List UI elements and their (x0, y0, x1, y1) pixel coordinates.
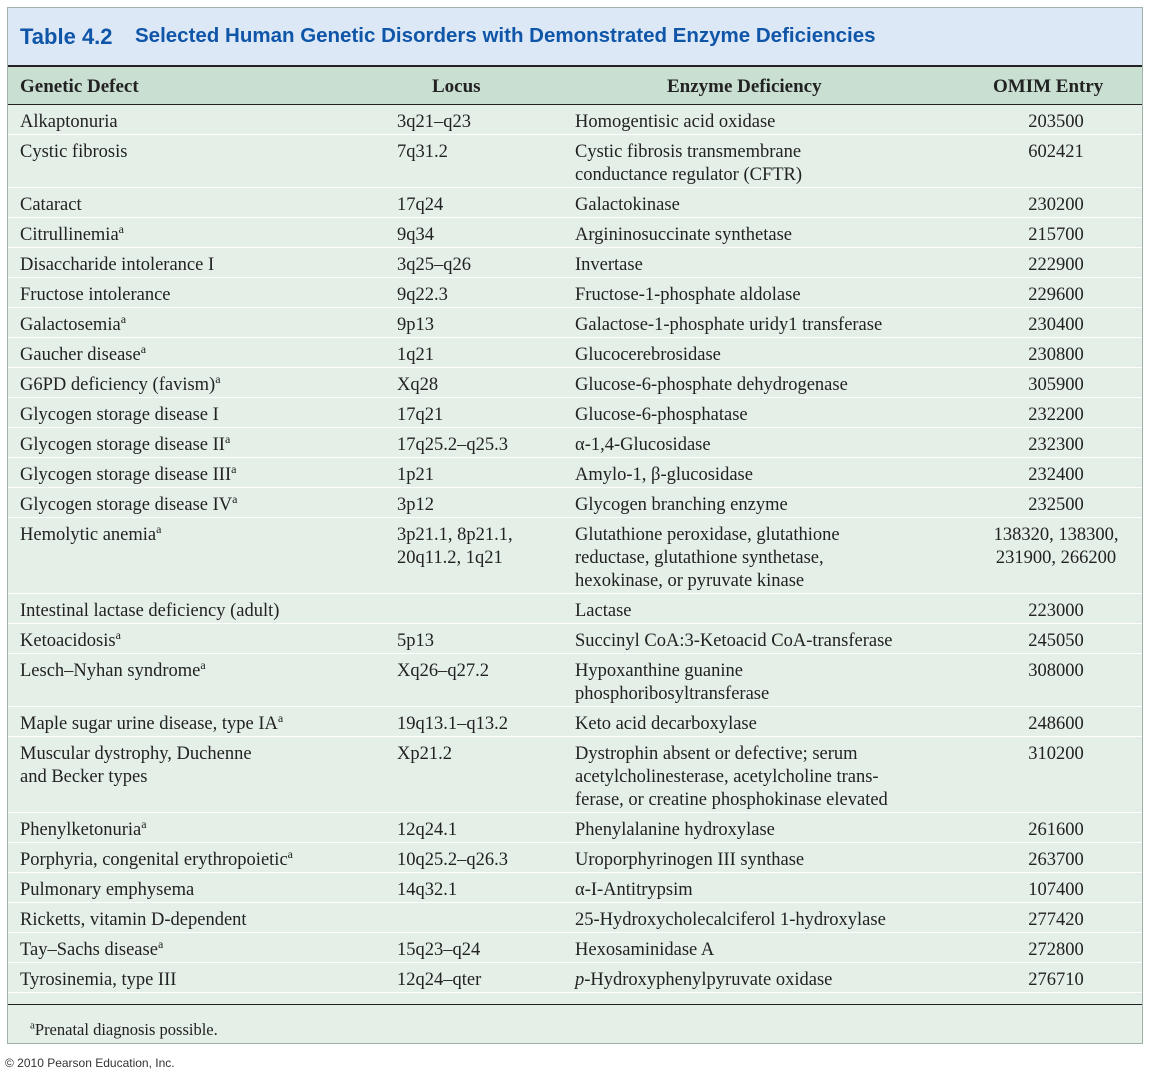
enzyme-deficiency-cell: Homogentisic acid oxidase (575, 112, 776, 132)
genetic-defect-cell: Glycogen storage disease I (20, 405, 219, 425)
genetic-defect-cell: Cystic fibrosis (20, 142, 128, 162)
enzyme-deficiency-cell: Hypoxanthine guanine phosphoribosyltransferase (575, 661, 770, 704)
prenatal-footnote-mark: a (277, 710, 284, 725)
omim-entry-cell: 107400 (1028, 880, 1084, 900)
locus-cell: 1p21 (397, 465, 434, 485)
omim-entry-cell: 277420 (1028, 910, 1084, 930)
table-row (8, 308, 1142, 338)
table-row (8, 188, 1142, 218)
genetic-defect-cell: Citrullinemia$^a$ (20, 221, 124, 245)
locus-cell: 17q25.2–q25.3 (397, 435, 508, 455)
table-row (8, 933, 1142, 963)
table-row (8, 963, 1142, 993)
genetic-defect-cell: Muscular dystrophy, Duchenne and Becker types (20, 744, 252, 787)
genetic-defect-cell: Lesch–Nyhan syndrome$^a$ (20, 657, 206, 681)
table-number: Table 4.2 (20, 24, 113, 49)
genetic-defect-cell: Hemolytic anemia$^a$ (20, 521, 162, 545)
genetic-defect-cell: Galactosemia$^a$ (20, 311, 127, 335)
enzyme-deficiency-cell: Keto acid decarboxylase (575, 714, 757, 734)
table-row (8, 248, 1142, 278)
footnote-mark: a (30, 1019, 35, 1032)
enzyme-deficiency-cell: Dystrophin absent or defective; serum acetylcholinesterase, acetylcholine trans- ferase, or creatine phosphokinase elevated (575, 744, 888, 810)
table-row (8, 278, 1142, 308)
prenatal-footnote-mark: a (156, 521, 162, 536)
omim-entry-cell: 248600 (1028, 714, 1084, 734)
enzyme-deficiency-cell: 25-Hydroxycholecalciferol 1-hydroxylase (575, 910, 886, 930)
enzyme-deficiency-cell: Uroporphyrinogen III synthase (575, 850, 805, 870)
table-row (8, 458, 1142, 488)
genetic-defect-cell: Glycogen storage disease $II^a$ (20, 431, 231, 455)
table-row (8, 594, 1142, 624)
locus-cell: 15q23–q24 (397, 940, 481, 960)
enzyme-deficiency-cell: α-I-Antitrypsim (575, 880, 693, 900)
locus-cell: 10q25.2–q26.3 (397, 850, 508, 870)
genetic-defect-cell: Phenylketonuria$^a$ (20, 816, 147, 840)
column-header-enzyme-deficiency: Enzyme Deficiency (667, 76, 822, 97)
enzyme-deficiency-cell: Galactokinase (575, 195, 680, 215)
enzyme-deficiency-cell: Phenylalanine hydroxylase (575, 820, 775, 840)
genetic-defect-cell: Intestinal lactase deficiency (adult) (20, 601, 280, 621)
locus-cell: 3q21–q23 (397, 112, 471, 132)
enzyme-deficiency-cell: Amylo-1, β-glucosidase (575, 465, 753, 485)
genetic-defect-cell: Disaccharide intolerance I (20, 255, 215, 275)
table-row (8, 218, 1142, 248)
enzyme-deficiency-cell: Galactose-1-phosphate uridy1 transferase (575, 315, 883, 335)
table-row (8, 737, 1142, 813)
locus-cell: 9q34 (397, 225, 434, 245)
enzyme-deficiency-cell: Invertase (575, 255, 643, 275)
locus-cell: 12q24.1 (397, 820, 458, 840)
omim-entry-cell: 230800 (1028, 345, 1084, 365)
omim-entry-cell: 215700 (1028, 225, 1084, 245)
locus-cell: 9q22.3 (397, 285, 448, 305)
table-row (8, 873, 1142, 903)
copyright-notice: © 2010 Pearson Education, Inc. (5, 1056, 175, 1070)
footnote-text (30, 1020, 218, 1040)
locus-cell: 19q13.1–q13.2 (397, 714, 508, 734)
enzyme-deficiency-cell: Hexosaminidase A (575, 940, 715, 960)
locus-cell: 12q24–qter (397, 970, 482, 990)
enzyme-deficiency-cell: Lactase (575, 601, 632, 621)
table-row (8, 518, 1142, 594)
omim-entry-cell: 310200 (1028, 744, 1084, 764)
table-row (8, 398, 1142, 428)
omim-entry-cell: 222900 (1028, 255, 1084, 275)
table-title-bar (8, 8, 1142, 65)
omim-entry-cell: 276710 (1028, 970, 1084, 990)
prenatal-footnote-mark: a (232, 491, 238, 506)
locus-cell: 7q31.2 (397, 142, 448, 162)
omim-entry-cell: 230200 (1028, 195, 1084, 215)
locus-cell: 1q21 (397, 345, 434, 365)
locus-cell: 3p21.1, 8p21.1, 20q11.2, 1q21 (397, 525, 513, 568)
locus-cell: Xp21.2 (397, 744, 452, 764)
prenatal-footnote-mark: a (140, 341, 147, 356)
enzyme-deficiency-cell: Glucocerebrosidase (575, 345, 721, 365)
column-header-row (8, 65, 1142, 105)
locus-cell: 5p13 (397, 631, 434, 651)
prenatal-footnote-mark: a (115, 627, 121, 642)
genetic-defect-cell: Alkaptonuria (20, 112, 118, 132)
prenatal-footnote-mark: a (157, 936, 164, 951)
genetic-defect-cell: Glycogen storage disease $IV^a$ (20, 491, 238, 515)
table-frame (7, 7, 1143, 1044)
enzyme-deficiency-cell: Argininosuccinate synthetase (575, 225, 792, 245)
omim-entry-cell: 229600 (1028, 285, 1084, 305)
omim-entry-cell: 230400 (1028, 315, 1084, 335)
genetic-defect-cell: G6PD deficiency (favism)$^a$ (20, 371, 221, 395)
table-row (8, 135, 1142, 188)
locus-cell: 3q25–q26 (397, 255, 471, 275)
genetic-defect-cell: Fructose intolerance (20, 285, 171, 305)
enzyme-deficiency-cell: Cystic fibrosis transmembrane conductance regulator (CFTR) (575, 142, 803, 185)
genetic-defect-cell: Maple sugar urine disease, type $IA^a$ (20, 710, 284, 734)
enzyme-deficiency-cell: p-Hydroxyphenylpyruvate oxidase (575, 970, 833, 990)
column-header-genetic-defect: Genetic Defect (20, 76, 139, 97)
enzyme-deficiency-cell: Glutathione peroxidase, glutathione reductase, glutathione synthetase, hexokinase, or pyruvate kinase (575, 525, 840, 591)
enzyme-deficiency-cell: Succinyl CoA:3-Ketoacid CoA-transferase (575, 631, 893, 651)
enzyme-deficiency-cell: Glucose-6-phosphatase (575, 405, 748, 425)
locus-cell: 3p12 (397, 495, 434, 515)
table-row (8, 338, 1142, 368)
table-title: Selected Human Genetic Disorders with Demonstrated Enzyme Deficiencies (135, 24, 876, 47)
prenatal-footnote-mark: a (120, 311, 127, 326)
locus-cell: 17q21 (397, 405, 444, 425)
omim-entry-cell: 261600 (1028, 820, 1084, 840)
table-row (8, 903, 1142, 933)
enzyme-deficiency-cell: α-1,4-Glucosidase (575, 435, 711, 455)
omim-entry-cell: 263700 (1028, 850, 1084, 870)
table-row (8, 368, 1142, 398)
table-row (8, 813, 1142, 843)
locus-cell: Xq26–q27.2 (397, 661, 489, 681)
genetic-defect-cell: Porphyria, congenital erythropoietic$^a$ (20, 846, 293, 870)
omim-entry-cell: 602421 (1028, 142, 1084, 162)
genetic-defect-cell: Glycogen storage disease III$^a$ (20, 461, 237, 485)
genetic-defect-cell: Tay–Sachs disease$^a$ (20, 936, 164, 960)
prenatal-footnote-mark: a (118, 221, 124, 236)
enzyme-deficiency-cell: Glucose-6-phosphate dehydrogenase (575, 375, 848, 395)
locus-cell: 9p13 (397, 315, 434, 335)
footnote (8, 1004, 1142, 1039)
locus-cell: 14q32.1 (397, 880, 458, 900)
locus-cell: Xq28 (397, 375, 439, 395)
omim-entry-cell: 223000 (1028, 601, 1084, 621)
genetic-defect-cell: Tyrosinemia, type III (20, 970, 177, 990)
table-row (8, 488, 1142, 518)
table-row (8, 428, 1142, 458)
genetic-defect-cell: Ketoacidosis$^a$ (20, 627, 121, 651)
prenatal-footnote-mark: a (215, 371, 221, 386)
genetic-defect-cell: Gaucher disease$^a$ (20, 341, 147, 365)
enzyme-deficiency-cell: Fructose-1-phosphate aldolase (575, 285, 801, 305)
omim-entry-cell: 138320, 138300, 231900, 266200 (993, 525, 1119, 568)
omim-entry-cell: 232500 (1028, 495, 1084, 515)
omim-entry-cell: 203500 (1028, 112, 1084, 132)
genetic-defect-cell: Ricketts, vitamin D-dependent (20, 910, 247, 930)
omim-entry-cell: 232200 (1028, 405, 1084, 425)
omim-entry-cell: 232400 (1028, 465, 1084, 485)
prenatal-footnote-mark: a (141, 816, 147, 831)
prenatal-footnote-mark: a (231, 461, 237, 476)
column-header-locus: Locus (432, 76, 481, 97)
genetic-defect-cell: Cataract (20, 195, 82, 215)
table-row (8, 105, 1142, 135)
footnote-body: Prenatal diagnosis possible. (34, 1020, 218, 1039)
omim-entry-cell: 272800 (1028, 940, 1084, 960)
table-body (8, 105, 1142, 993)
locus-cell: 17q24 (397, 195, 444, 215)
prenatal-footnote-mark: a (287, 846, 293, 861)
enzyme-deficiency-cell: Glycogen branching enzyme (575, 495, 788, 515)
prenatal-footnote-mark: a (200, 657, 206, 672)
table-row (8, 843, 1142, 873)
genetic-defect-cell: Pulmonary emphysema (20, 880, 195, 900)
omim-entry-cell: 245050 (1028, 631, 1084, 651)
table-row (8, 707, 1142, 737)
omim-entry-cell: 232300 (1028, 435, 1084, 455)
table-row (8, 624, 1142, 654)
table-row (8, 654, 1142, 707)
prenatal-footnote-mark: a (224, 431, 231, 446)
column-header-omim-entry: OMIM Entry (993, 76, 1104, 97)
omim-entry-cell: 308000 (1028, 661, 1084, 681)
omim-entry-cell: 305900 (1028, 375, 1084, 395)
